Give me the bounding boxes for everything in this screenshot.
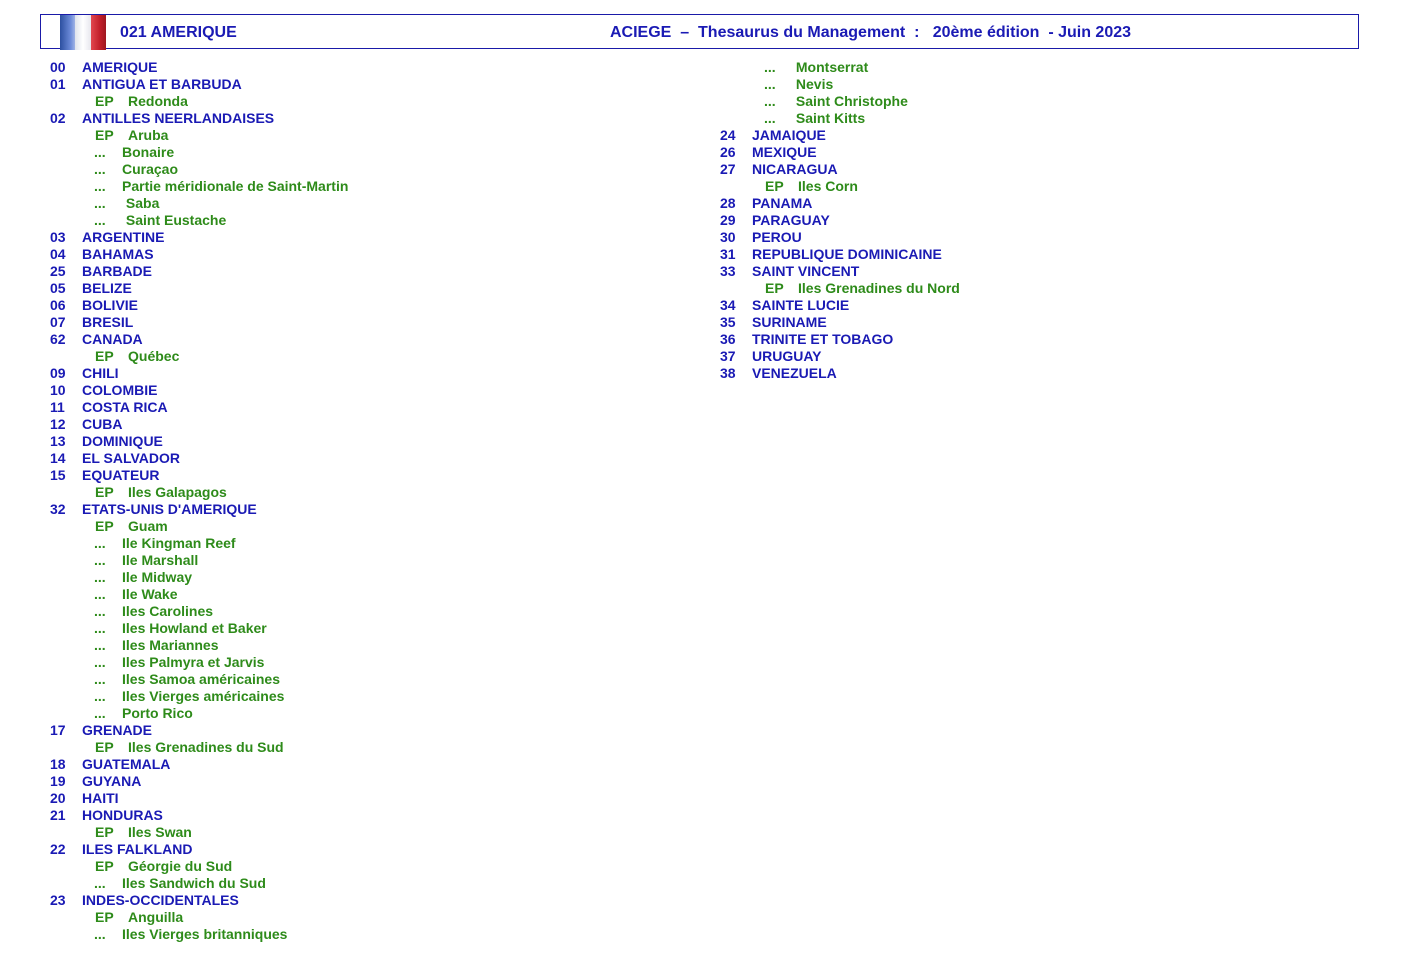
country-name: BRESIL [82, 314, 134, 330]
country-code: 03 [50, 229, 66, 245]
ellipsis-marker: ... [94, 671, 106, 687]
term-label: Saint Kitts [792, 110, 866, 126]
equivalent-term-entry [50, 484, 274, 501]
related-term-entry [50, 586, 274, 603]
term-label: Partie méridionale de Saint-Martin [122, 178, 349, 194]
country-entry [50, 382, 274, 399]
term-label: Iles Palmyra et Jarvis [122, 654, 265, 670]
country-code: 22 [50, 841, 66, 857]
country-entry [50, 450, 274, 467]
country-code: 12 [50, 416, 66, 432]
ellipsis-marker: ... [94, 620, 106, 636]
country-code: 00 [50, 59, 66, 75]
country-entry [50, 263, 274, 280]
country-code: 11 [50, 399, 65, 415]
ellipsis-marker: ... [764, 59, 776, 75]
related-term-entry [720, 76, 942, 93]
country-name: ANTIGUA ET BARBUDA [82, 76, 242, 92]
country-code: 14 [50, 450, 66, 466]
country-code: 28 [720, 195, 736, 211]
country-entry [50, 773, 274, 790]
country-code: 05 [50, 280, 66, 296]
country-code: 13 [50, 433, 66, 449]
country-entry [720, 127, 942, 144]
country-entry [50, 365, 274, 382]
ep-marker: EP [95, 518, 114, 534]
country-code: 36 [720, 331, 736, 347]
related-term-entry [720, 59, 942, 76]
country-name: MEXIQUE [752, 144, 817, 160]
country-entry [720, 263, 942, 280]
term-label: Iles Carolines [122, 603, 214, 619]
ellipsis-marker: ... [94, 637, 106, 653]
country-entry [720, 331, 942, 348]
equivalent-term-entry [50, 348, 274, 365]
country-code: 27 [720, 161, 736, 177]
country-entry [720, 229, 942, 246]
country-name: ARGENTINE [82, 229, 165, 245]
ellipsis-marker: ... [94, 552, 106, 568]
country-entry [720, 246, 942, 263]
ep-marker: EP [95, 824, 114, 840]
country-entry [50, 790, 274, 807]
related-term-entry [50, 688, 285, 705]
entries-column-right [720, 59, 960, 382]
related-term-entry [50, 637, 274, 654]
country-name: TRINITE ET TOBAGO [752, 331, 894, 347]
country-entry [50, 892, 274, 909]
ellipsis-marker: ... [94, 212, 106, 228]
country-entry [720, 195, 942, 212]
related-term-entry [50, 178, 349, 195]
related-term-entry [50, 212, 274, 229]
term-label: Ile Wake [122, 586, 178, 602]
country-name: PARAGUAY [752, 212, 830, 228]
country-entry [50, 467, 274, 484]
ellipsis-marker: ... [94, 603, 106, 619]
ellipsis-marker: ... [94, 926, 106, 942]
country-code: 07 [50, 314, 66, 330]
related-term-entry [50, 552, 274, 569]
term-label: Nevis [792, 76, 834, 92]
country-name: BAHAMAS [82, 246, 154, 262]
related-term-entry [50, 875, 274, 892]
country-entry [50, 433, 274, 450]
country-name: INDES-OCCIDENTALES [82, 892, 239, 908]
country-name: GUYANA [82, 773, 142, 789]
country-code: 26 [720, 144, 736, 160]
country-name: URUGUAY [752, 348, 822, 364]
country-entry [50, 501, 274, 518]
ellipsis-marker: ... [94, 875, 106, 891]
term-label: Iles Vierges britanniques [122, 926, 288, 942]
country-name: REPUBLIQUE DOMINICAINE [752, 246, 942, 262]
country-name: SAINT VINCENT [752, 263, 860, 279]
ellipsis-marker: ... [94, 688, 106, 704]
country-code: 15 [50, 467, 66, 483]
country-code: 62 [50, 331, 66, 347]
country-code: 09 [50, 365, 66, 381]
country-code: 30 [720, 229, 736, 245]
term-label: Iles Swan [128, 824, 192, 840]
country-entry [50, 314, 274, 331]
related-term-entry [50, 161, 274, 178]
section-code: 021 AMERIQUE [120, 24, 237, 41]
country-code: 18 [50, 756, 66, 772]
country-code: 23 [50, 892, 66, 908]
ellipsis-marker: ... [94, 654, 106, 670]
term-label: Ile Midway [122, 569, 193, 585]
country-entry [720, 348, 942, 365]
country-code: 19 [50, 773, 66, 789]
country-name: GRENADE [82, 722, 153, 738]
ep-marker: EP [95, 127, 114, 143]
page-title: ACIEGE – Thesaurus du Management : 20ème édition - Juin 2023 [610, 24, 1132, 41]
equivalent-term-entry [50, 858, 274, 875]
country-name: CUBA [82, 416, 123, 432]
country-code: 35 [720, 314, 736, 330]
country-name: PEROU [752, 229, 802, 245]
related-term-entry [50, 705, 274, 722]
ellipsis-marker: ... [764, 76, 776, 92]
country-code: 10 [50, 382, 66, 398]
related-term-entry [720, 110, 942, 127]
term-label: Guam [128, 518, 168, 534]
related-term-entry [720, 93, 942, 110]
country-name: NICARAGUA [752, 161, 838, 177]
country-name: BOLIVIE [82, 297, 139, 313]
related-term-entry [50, 195, 274, 212]
country-entry [50, 229, 274, 246]
term-label: Aruba [128, 127, 169, 143]
country-code: 34 [720, 297, 736, 313]
country-entry [720, 365, 942, 382]
country-entry [50, 331, 274, 348]
country-code: 02 [50, 110, 66, 126]
country-name: EQUATEUR [82, 467, 160, 483]
ep-marker: EP [95, 484, 114, 500]
country-name: CANADA [82, 331, 143, 347]
equivalent-term-entry [50, 739, 284, 756]
equivalent-term-entry [720, 280, 960, 297]
country-name: ETATS-UNIS D'AMERIQUE [82, 501, 257, 517]
ellipsis-marker: ... [94, 195, 106, 211]
related-term-entry [50, 144, 274, 161]
country-name: DOMINIQUE [82, 433, 163, 449]
country-entry [50, 280, 274, 297]
country-name: JAMAIQUE [752, 127, 826, 143]
term-label: Bonaire [122, 144, 175, 160]
country-entry [720, 212, 942, 229]
country-name: HONDURAS [82, 807, 163, 823]
related-term-entry [50, 535, 274, 552]
related-term-entry [50, 569, 274, 586]
country-entry [50, 722, 274, 739]
country-entry [50, 416, 274, 433]
term-label: Iles Sandwich du Sud [122, 875, 266, 891]
country-name: ILES FALKLAND [82, 841, 193, 857]
country-code: 06 [50, 297, 66, 313]
related-term-entry [50, 620, 274, 637]
ellipsis-marker: ... [94, 586, 106, 602]
country-name: BELIZE [82, 280, 132, 296]
country-name: PANAMA [752, 195, 813, 211]
related-term-entry [50, 603, 274, 620]
term-label: Saint Christophe [792, 93, 908, 109]
related-term-entry [50, 926, 288, 943]
country-code: 37 [720, 348, 736, 364]
term-label: Iles Galapagos [128, 484, 227, 500]
equivalent-term-entry [720, 178, 942, 195]
page-header [40, 14, 1359, 49]
country-entry [720, 144, 942, 161]
country-entry [50, 246, 274, 263]
country-code: 32 [50, 501, 66, 517]
country-entry [50, 110, 274, 127]
country-entry [720, 297, 942, 314]
term-label: Iles Mariannes [122, 637, 219, 653]
ellipsis-marker: ... [764, 110, 776, 126]
term-label: Iles Corn [798, 178, 858, 194]
country-code: 01 [50, 76, 66, 92]
ellipsis-marker: ... [94, 535, 106, 551]
ellipsis-marker: ... [764, 93, 776, 109]
ep-marker: EP [95, 909, 114, 925]
ep-marker: EP [95, 858, 114, 874]
equivalent-term-entry [50, 909, 274, 926]
term-label: Saint Eustache [122, 212, 227, 228]
term-label: Ile Kingman Reef [122, 535, 236, 551]
term-label: Saba [122, 195, 160, 211]
country-entry [720, 314, 942, 331]
country-name: SURINAME [752, 314, 827, 330]
country-name: CHILI [82, 365, 119, 381]
country-code: 31 [720, 246, 736, 262]
ellipsis-marker: ... [94, 144, 106, 160]
term-label: Iles Vierges américaines [122, 688, 285, 704]
ellipsis-marker: ... [94, 569, 106, 585]
equivalent-term-entry [50, 127, 274, 144]
country-name: BARBADE [82, 263, 152, 279]
country-code: 33 [720, 263, 736, 279]
country-entry [50, 756, 274, 773]
term-label: Redonda [128, 93, 188, 109]
equivalent-term-entry [50, 93, 274, 110]
term-label: Québec [128, 348, 180, 364]
country-name: HAITI [82, 790, 119, 806]
country-entry [50, 59, 274, 76]
term-label: Iles Grenadines du Nord [798, 280, 960, 296]
country-name: COLOMBIE [82, 382, 158, 398]
country-code: 04 [50, 246, 66, 262]
country-entry [720, 161, 942, 178]
term-label: Iles Howland et Baker [122, 620, 267, 636]
country-code: 21 [50, 807, 66, 823]
term-label: Curaçao [122, 161, 179, 177]
country-name: EL SALVADOR [82, 450, 181, 466]
country-name: AMERIQUE [82, 59, 158, 75]
france-flag-icon [60, 15, 106, 50]
equivalent-term-entry [50, 518, 274, 535]
term-label: Montserrat [792, 59, 869, 75]
ep-marker: EP [765, 280, 784, 296]
country-code: 24 [720, 127, 736, 143]
ep-marker: EP [765, 178, 784, 194]
entries-column-left [50, 59, 349, 943]
ellipsis-marker: ... [94, 178, 106, 194]
country-code: 17 [50, 722, 66, 738]
related-term-entry [50, 671, 280, 688]
ellipsis-marker: ... [94, 705, 106, 721]
country-name: VENEZUELA [752, 365, 837, 381]
ep-marker: EP [95, 739, 114, 755]
country-name: COSTA RICA [82, 399, 168, 415]
country-entry [50, 399, 274, 416]
term-label: Ile Marshall [122, 552, 199, 568]
country-entry [50, 807, 274, 824]
country-code: 38 [720, 365, 736, 381]
country-name: SAINTE LUCIE [752, 297, 850, 313]
country-name: ANTILLES NEERLANDAISES [82, 110, 275, 126]
equivalent-term-entry [50, 824, 274, 841]
country-code: 29 [720, 212, 736, 228]
term-label: Iles Samoa américaines [122, 671, 280, 687]
term-label: Porto Rico [122, 705, 193, 721]
ep-marker: EP [95, 348, 114, 364]
country-entry [50, 841, 274, 858]
country-name: GUATEMALA [82, 756, 171, 772]
country-entry [50, 76, 274, 93]
ep-marker: EP [95, 93, 114, 109]
ellipsis-marker: ... [94, 161, 106, 177]
term-label: Géorgie du Sud [128, 858, 233, 874]
term-label: Iles Grenadines du Sud [128, 739, 284, 755]
country-code: 20 [50, 790, 66, 806]
country-entry [50, 297, 274, 314]
related-term-entry [50, 654, 274, 671]
term-label: Anguilla [128, 909, 184, 925]
country-code: 25 [50, 263, 66, 279]
